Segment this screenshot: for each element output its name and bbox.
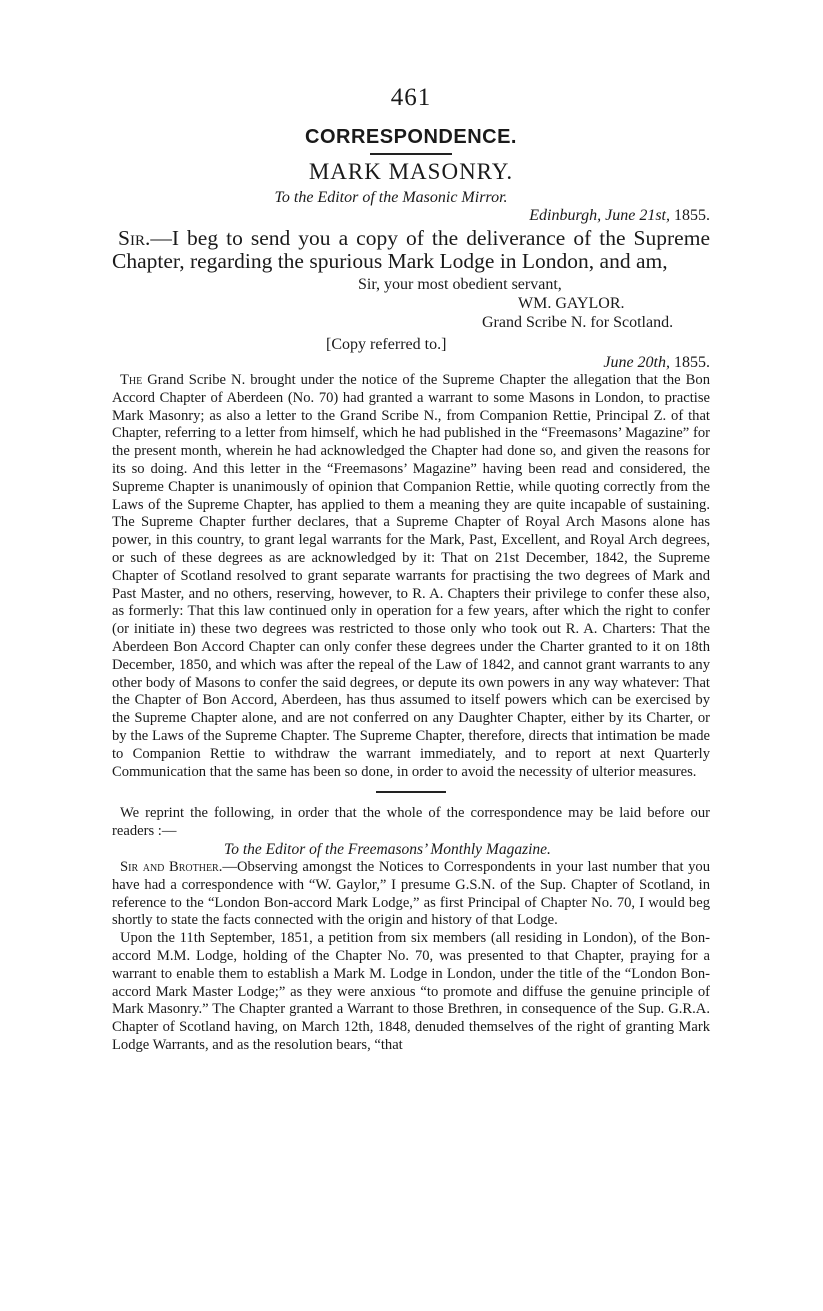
- address-line: To the Editor of the Masonic Mirror.: [274, 189, 508, 206]
- dateline-year: 1855.: [674, 207, 710, 224]
- letter-paragraph: [112, 227, 710, 273]
- second-letter-lead: Sir and Brother.: [120, 858, 223, 875]
- dateline: [112, 207, 710, 225]
- signature-name: WM. GAYLOR.: [518, 295, 625, 312]
- page-number: 461: [390, 84, 432, 111]
- section-divider: [376, 791, 446, 793]
- reprint-intro: We reprint the following, in order that the whole of the correspondence may be laid before our readers :—: [112, 805, 710, 840]
- copy-date: [112, 354, 710, 372]
- closing-line: Sir, your most obedient servant,: [358, 276, 562, 293]
- heading-rule: [370, 153, 452, 155]
- deliverance-lead: The: [120, 372, 143, 388]
- section-heading: CORRESPONDENCE.: [305, 126, 517, 148]
- article-title: MARK MASONRY.: [308, 159, 514, 184]
- second-letter-text-1: —Observing amongst the Notices to Correspondents in your last number that you have had a correspondence with “W. Gaylor,” I presume G.S.N. of the Sup. Chapter of Scotland, in reference to the “London Bon-accord Mark Lodge,” as first Principal of Chapter No. 70, I would beg shortly to state the facts connected with the origin and history of that Lodge.: [112, 858, 711, 929]
- dateline-place: Edinburgh, June 21st,: [529, 207, 670, 224]
- copy-date-year: 1855.: [674, 354, 710, 371]
- second-letter-para-2: Upon the 11th September, 1851, a petition from six members (all residing in London), of the Bon-accord M.M. Lodge, holding of the Chapter No. 70, was presented to that Chapter, praying for a warrant to enable them to establish a Mark M. Lodge in London, under the title of the “London Bon-accord Mark Master Lodge;” as they were anxious “to promote and diffuse the genuine principle of Mark Masonry.” The Chapter granted a Warrant to those Brethren, in consequence of the Sup. G.R.A. Chapter of Scotland having, on March 12th, 1848, denuded themselves of the right of granting Mark Lodge Warrants, and as the resolution bears, “that: [112, 930, 710, 1053]
- copy-date-text: June 20th,: [603, 354, 670, 371]
- second-address: To the Editor of the Freemasons’ Monthly Magazine.: [224, 840, 551, 858]
- deliverance-text: Grand Scribe N. brought under the notice of the Supreme Chapter the allegation that the Bon Accord Chapter of Aberdeen (No. 70) had granted a warrant to some Masons in London, to practise Mark Masonry; as also a letter to the Grand Scribe N., from Companion Rettie, Principal Z. of that Chapter, referring to a letter from himself, which he had published in the “Freemasons’ Magazine” for the present month, wherein he had acknowledged the Chapter had done so, and given the reasons for its so doing. And this letter in the “Freemasons’ Magazine” having been read and considered, the Supreme Chapter is unanimously of opinion that Companion Rettie, while quoting correctly from the Laws of the Supreme Chapter, has applied to them a meaning they are quite incapable of sustaining. The Supreme Chapter further declares, that a Supreme Chapter of Royal Arch Masons alone has power, in this country, to grant legal warrants for the Mark, Past, Excellent, and Royal Arch degrees, or such of these degrees as are acknowledged by it: That on 21st December, 1842, the Supreme Chapter of Scotland resolved to grant separate warrants for practising the two degrees of Mark and Past Master, and no others, reserving, however, to R. A. Chapters their privilege to confer these also, as formerly: That this law continued only in operation for a few years, after which the right to confer (or initiate in) these two degrees was restricted to those only who took out R. A. Charters: That the Aberdeen Bon Accord Chapter can only confer these degrees under the Charter granted to it on 18th December, 1850, and which was after the repeal of the Law of 1842, and cannot grant warrants to any other body of Masons to confer the said degrees, or depute its own powers in any way whatever: That the Chapter of Bon Accord, Aberdeen, has thus assumed to itself powers which can be exercised by the Supreme Chapter alone, and are not conferred on any Daughter Chapter, either by its Charter, or by the Laws of the Supreme Chapter. The Supreme Chapter, therefore, directs that intimation be made to Companion Rettie to withdraw the warrant immediately, and to report at next Quarterly Communication that the same has been so done, in order to avoid the necessity of ulterior measures.: [112, 372, 710, 780]
- letter-text: —I beg to send you a copy of the deliverance of the Supreme Chapter, regarding the spurious Mark Lodge in London, and am,: [112, 226, 710, 273]
- second-letter-para-1: [112, 859, 710, 930]
- deliverance-paragraph: [112, 372, 710, 781]
- signature-title: Grand Scribe N. for Scotland.: [482, 314, 674, 331]
- document-page: [112, 84, 710, 1055]
- copy-note: [Copy referred to.]: [326, 336, 447, 353]
- letter-salutation: Sir.: [118, 226, 151, 250]
